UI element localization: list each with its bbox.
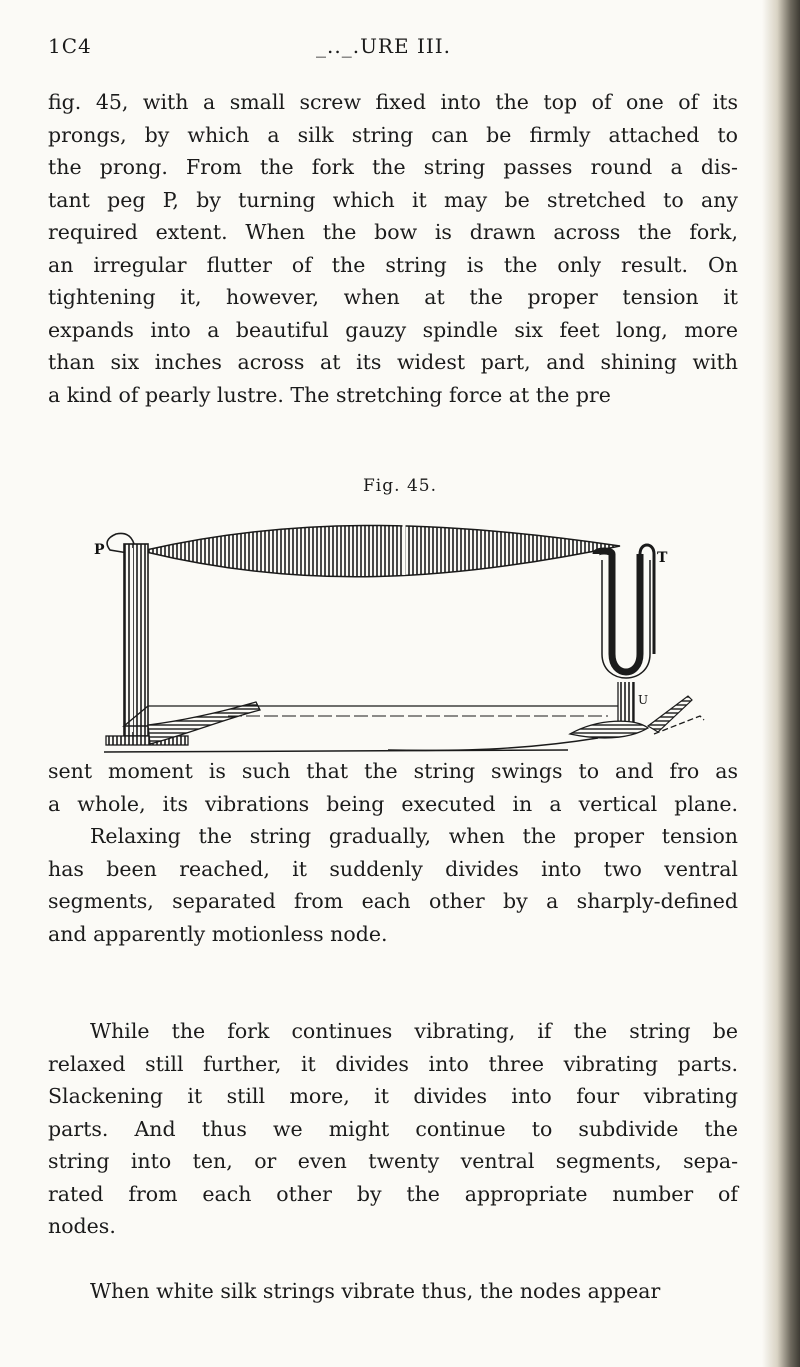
paragraph-2 <box>48 755 738 950</box>
text-line: relaxed still further, it divides into three vibrating parts. <box>48 1051 738 1076</box>
tuning-fork-figure <box>88 520 728 755</box>
text-line: fig. 45, with a small screw fixed into the top of one of its <box>48 90 738 114</box>
base-line <box>104 750 568 752</box>
running-head: _.._.URE III. <box>316 34 452 58</box>
paragraph-4 <box>48 1275 738 1308</box>
text-line: When white silk strings vibrate thus, the nodes appear <box>90 1279 661 1303</box>
fork-label: U <box>638 693 649 707</box>
text-line: rated from each other by the appropriate number of <box>48 1181 738 1206</box>
string-spindle <box>146 525 620 576</box>
text-line: a kind of pearly lustre. The stretching force at the pre <box>48 382 611 407</box>
text-line: parts. And thus we might continue to subdivide the <box>48 1116 738 1141</box>
left-clamp <box>148 702 260 744</box>
page-edge-shadow <box>762 0 800 1367</box>
paragraph-3 <box>48 1015 738 1243</box>
page-header <box>48 34 738 66</box>
text-line: string into ten, or even twenty ventral segments, sepa- <box>48 1149 738 1173</box>
paragraph-1 <box>48 86 738 411</box>
peg-label: P <box>94 542 105 558</box>
fork-clamp <box>570 721 648 738</box>
text-line: prongs, by which a silk string can be firmly attached to <box>48 122 738 147</box>
text-line: a whole, its vibrations being executed in a vertical plane. <box>48 791 738 816</box>
text-line: and apparently motionless node. <box>48 921 388 946</box>
text-line: Slackening it still more, it divides into four vibrating <box>48 1084 738 1108</box>
text-line: nodes. <box>48 1214 116 1238</box>
text-line: tightening it, however, when at the proper tension it <box>48 285 738 309</box>
text-line: sent moment is such that the string swings to and fro as <box>48 759 738 783</box>
text-line: the prong. From the fork the string passes round a dis- <box>48 155 738 179</box>
figure-caption: Fig. 45. <box>363 476 437 496</box>
page-number: 1C4 <box>48 34 92 58</box>
text-line: expands into a beautiful gauzy spindle six feet long, more <box>48 317 738 342</box>
text-line: an irregular flutter of the string is the only result. On <box>48 252 738 277</box>
text-line: segments, separated from each other by a sharply-defined <box>48 889 738 913</box>
fork-foot <box>648 696 692 732</box>
text-line: has been reached, it suddenly divides into two ventral <box>48 856 738 881</box>
text-line: Relaxing the string gradually, when the proper tension <box>90 824 738 848</box>
text-line: While the fork continues vibrating, if the string be <box>90 1019 738 1043</box>
text-line: than six inches across at its widest part, and shining with <box>48 350 738 374</box>
text-line: tant peg P, by turning which it may be stretched to any <box>48 187 738 212</box>
base-curve <box>388 738 598 750</box>
base-board <box>106 736 188 745</box>
fork-top-label: T <box>657 550 668 566</box>
support-post <box>124 544 148 736</box>
text-line: required extent. When the bow is drawn across the fork, <box>48 220 738 244</box>
